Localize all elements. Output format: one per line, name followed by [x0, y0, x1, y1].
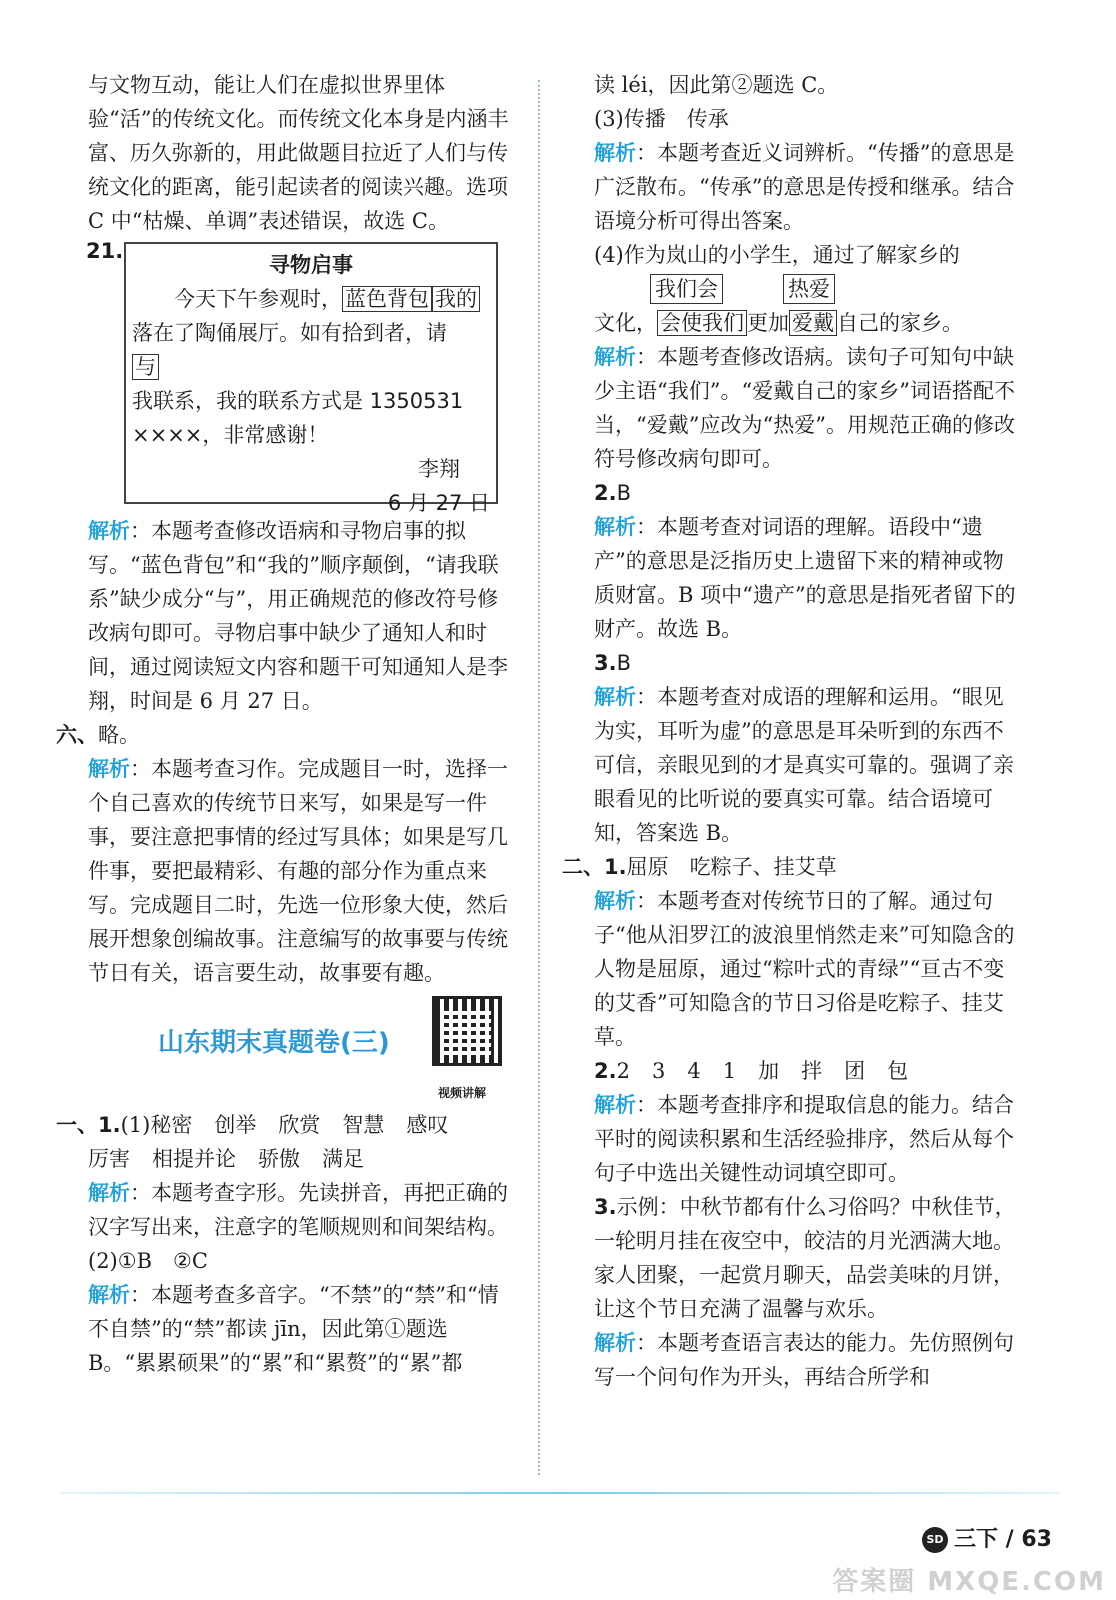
- continued-text: 读 léi，因此第②题选 C。: [594, 73, 839, 97]
- watermark: 答案圈 MXQE.COM: [832, 1567, 1106, 1597]
- q4-insertions: [594, 272, 1020, 306]
- section-6: 六、略。: [56, 723, 140, 747]
- notice-title: 寻物启事: [269, 253, 353, 277]
- analysis-6: 解析：本题考查习作。完成题目一时，选择一个自己喜欢的传统节日来写，如果是写一件事，要注意把事情的经过写具体；如果是写几件事，要把最精彩、有趣的部分作为重点来写。完成题目二时，先选一位形象大使，然后展开想象创编故事。注意编写的故事要与传统节日有关，语言要生动，故事要有趣。: [88, 757, 508, 985]
- strike-box-1: 会使我们: [657, 310, 747, 336]
- left-column: [56, 68, 510, 1380]
- sd-badge-icon: SD: [922, 1527, 948, 1553]
- page-number: 三下 / 63: [954, 1527, 1052, 1552]
- swap-box-1: 蓝色背包: [342, 286, 432, 312]
- insert-label-1: 我们会: [650, 274, 723, 304]
- footer-rule: [60, 1492, 1060, 1494]
- answer-paragraph: 与文物互动，能让人们在虚拟世界里体验“活”的传统文化。而传统文化本身是内涵丰富、历久弥新的，用此做题目拉近了人们与传统文化的距离，能引起读者的阅读兴趣。选项 C 中“枯燥、单调”表述错误，故选 C。: [88, 73, 509, 233]
- qr-code-icon[interactable]: [432, 996, 502, 1066]
- notice-line: 落在了陶俑展厅。如有拾到者，请: [132, 321, 447, 345]
- q3-answer: (3)传播 传承: [594, 107, 729, 131]
- analysis-21: 解析：本题考查修改语病和寻物启事的拟写。“蓝色背包”和“我的”顺序颠倒，“请我联系”缺少成分“与”，用正确规范的修改符号修改病句即可。寻物启事中缺少了通知人和时间，通过阅读短文内容和题干可知通知人是李翔，时间是 6 月 27 日。: [88, 519, 508, 713]
- analysis-2: 解析：本题考查对词语的理解。语段中“遗产”的意思是泛指历史上遗留下来的精神或物质财富。B 项中“遗产”的意思是指死者留下的财产。故选 B。: [594, 515, 1016, 641]
- q1-words-line2: 厉害 相提并论 骄傲 满足: [88, 1147, 364, 1171]
- lost-item-notice: [86, 239, 498, 515]
- q1-2-answer: (2)①B ②C: [88, 1249, 208, 1273]
- section-2-q3: 3.示例：中秋节都有什么习俗吗？中秋佳节，一轮明月挂在夜空中，皎洁的月光洒满大地。家人团聚，一起赏月聊天，品尝美味的月饼，让这个节日充满了温馨与欢乐。: [594, 1195, 1016, 1321]
- analysis-3: 解析：本题考查近义词辨析。“传播”的意思是广泛散布。“传承”的意思是传授和继承。结合语境分析可得出答案。: [594, 141, 1015, 233]
- column-divider: [538, 80, 540, 1475]
- q2-answer: 2.B: [594, 481, 632, 505]
- section-2-q2: 2.2 3 4 1 加 拌 团 包: [594, 1059, 909, 1083]
- analysis-label: 解析: [88, 519, 130, 543]
- notice-line: 我联系，我的联系方式是 1350531: [132, 389, 464, 413]
- notice-insert: 与: [132, 350, 490, 384]
- q4-line1: (4)作为岚山的小学生，通过了解家乡的: [594, 243, 960, 267]
- q3b-answer: 3.B: [594, 651, 632, 675]
- analysis-s2q1: 解析：本题考查对传统节日的了解。通过句子“他从汨罗江的波浪里悄然走来”可知隐含的人物是屈原，通过“粽叶式的青绿”“亘古不变的艾香”可知隐含的节日习俗是吃粽子、挂艾草。: [594, 889, 1015, 1049]
- analysis-4: 解析：本题考查修改语病。读句子可知句中缺少主语“我们”。“爱戴自己的家乡”词语搭配不当，“爱戴”应改为“热爱”。用规范正确的修改符号修改病句即可。: [594, 345, 1015, 471]
- analysis-3b: 解析：本题考查对成语的理解和运用。“眼见为实，耳听为虚”的意思是耳朵听到的东西不可信，亲眼见到的才是真实可靠的。强调了亲眼看见的比听说的要真实可靠。结合语境可知，答案选 B。: [594, 685, 1014, 845]
- section-1-q1: 一、1.(1)秘密 创举 欣赏 智慧 感叹: [56, 1113, 449, 1137]
- right-column: [562, 68, 1020, 1394]
- question-number: 21.: [86, 239, 124, 263]
- analysis-1-1: 解析：本题考查字形。先读拼音，再把正确的汉字写出来，注意字的笔顺规则和间架结构。: [88, 1181, 508, 1239]
- notice-date: 6 月 27 日: [387, 491, 490, 515]
- analysis-s2q2: 解析：本题考查排序和提取信息的能力。结合平时的阅读积累和生活经验排序，然后从每个句子中选出关键性动词填空即可。: [594, 1093, 1014, 1185]
- exam-title: 山东期末真题卷(三): [158, 1028, 390, 1058]
- notice-signature: 李翔: [418, 457, 460, 481]
- exam-title-block: [88, 998, 510, 1108]
- page-footer: [922, 1522, 1052, 1553]
- notice-line: 今天下午参观时， 蓝色背包 我的: [132, 282, 490, 316]
- insert-label-2: 热爱: [783, 274, 835, 304]
- qr-caption: 视频讲解: [438, 1086, 487, 1100]
- swap-box-2: 我的: [432, 286, 480, 312]
- analysis-1-2: 解析：本题考查多音字。“不禁”的“禁”和“情不自禁”的“禁”都读 jīn，因此第①题选 B。“累累硕果”的“累”和“累赘”的“累”都: [88, 1283, 499, 1375]
- strike-box-2: 爱戴: [789, 310, 837, 336]
- section-2-q1: 二、1.屈原 吃粽子、挂艾草: [562, 855, 837, 879]
- analysis-s2q3: 解析：本题考查语言表达的能力。先仿照例句写一个问句作为开头，再结合所学和: [594, 1331, 1014, 1389]
- q4-line2: 文化， 会使我们 更加 爱戴 自己的家乡。: [594, 311, 963, 335]
- notice-line: ××××，非常感谢！: [132, 423, 329, 447]
